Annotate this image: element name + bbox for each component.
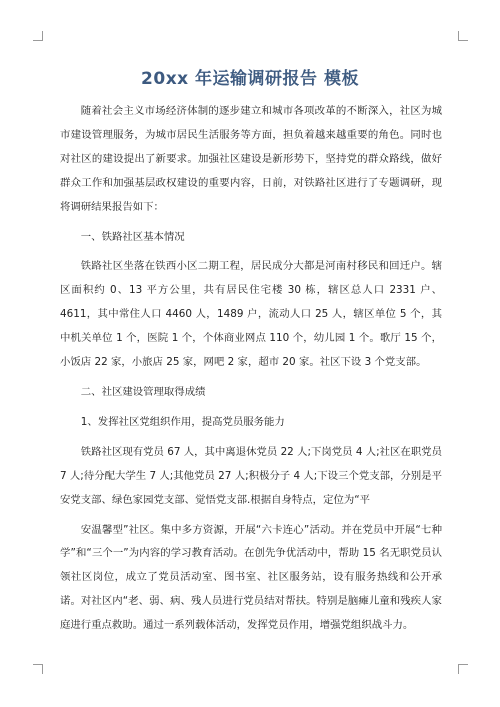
document-body bbox=[60, 100, 442, 638]
section-heading-1: 一、铁路社区基本情况 bbox=[80, 230, 185, 243]
body-paragraph: 铁路社区现有党员 67 人，其中离退休党员 22 人;下岗党员 4 人;社区在职党员 7 人;待分配大学生 7 人;其他党员 27 人;积极分子 4 人;下设三个党支部，分别是平安党支部、绿色家园党支部、觉悟党支部.根据自身特点，定位为“平 bbox=[60, 445, 442, 506]
crop-mark-bottom-right bbox=[458, 664, 468, 674]
body-paragraph: 铁路社区坐落在铁西小区二期工程，居民成分大都是河南村移民和回迁户。辖区面积约 0、13 平方公里，共有居民住宅楼 30 栋，辖区总人口 2331 户、4611，其中常住人口 4460 人，1489 户，流动人口 25 人，辖区单位 5 个，其中机关单位 1 个，医院 1 个，个体商业网点 110 个，幼儿园 1 个。歌厅 15 个，小饭店 22 家，小旅店 25 家，网吧 2 家，超市 20 家。社区下设 3 个党支部。 bbox=[60, 260, 442, 369]
subsection-heading-1: 1、发挥社区党组织作用，提高党员服务能力 bbox=[80, 415, 285, 428]
section-heading-2: 二、社区建设管理取得成绩 bbox=[80, 385, 206, 398]
crop-mark-top-left bbox=[33, 31, 43, 41]
crop-mark-bottom-left bbox=[33, 664, 43, 674]
body-paragraph: 安温馨型”社区。集中多方资源，开展“六卡连心”活动。并在党员中开展“七种学”和“三个一”为内容的学习教育活动。在创先争优活动中，帮助 15 名无职党员认领社区岗位，成立了党员活动室、图书室、社区服务站，设有服务热线和公开承诺。对社区内“老、弱、病、残人员进行党员结对帮扶。特别是脑瘫儿童和残疾人家庭进行重点救助。通过一系列载体活动，发挥党员作用，增强党组织战斗力。 bbox=[60, 523, 442, 632]
intro-paragraph: 随着社会主义市场经济体制的逐步建立和城市各项改革的不断深入，社区为城市建设管理服务，为城市居民生活服务等方面，担负着越来越重要的角色。同时也对社区的建设提出了新要求。加强社区建设是新形势下，坚持党的群众路线，做好群众工作和加强基层政权建设的重要内容，日前，对铁路社区进行了专题调研，现将调研结果报告如下： bbox=[60, 105, 442, 213]
document-title: 20xx 年运输调研报告 模板 bbox=[141, 69, 359, 89]
crop-mark-top-right bbox=[458, 31, 468, 41]
